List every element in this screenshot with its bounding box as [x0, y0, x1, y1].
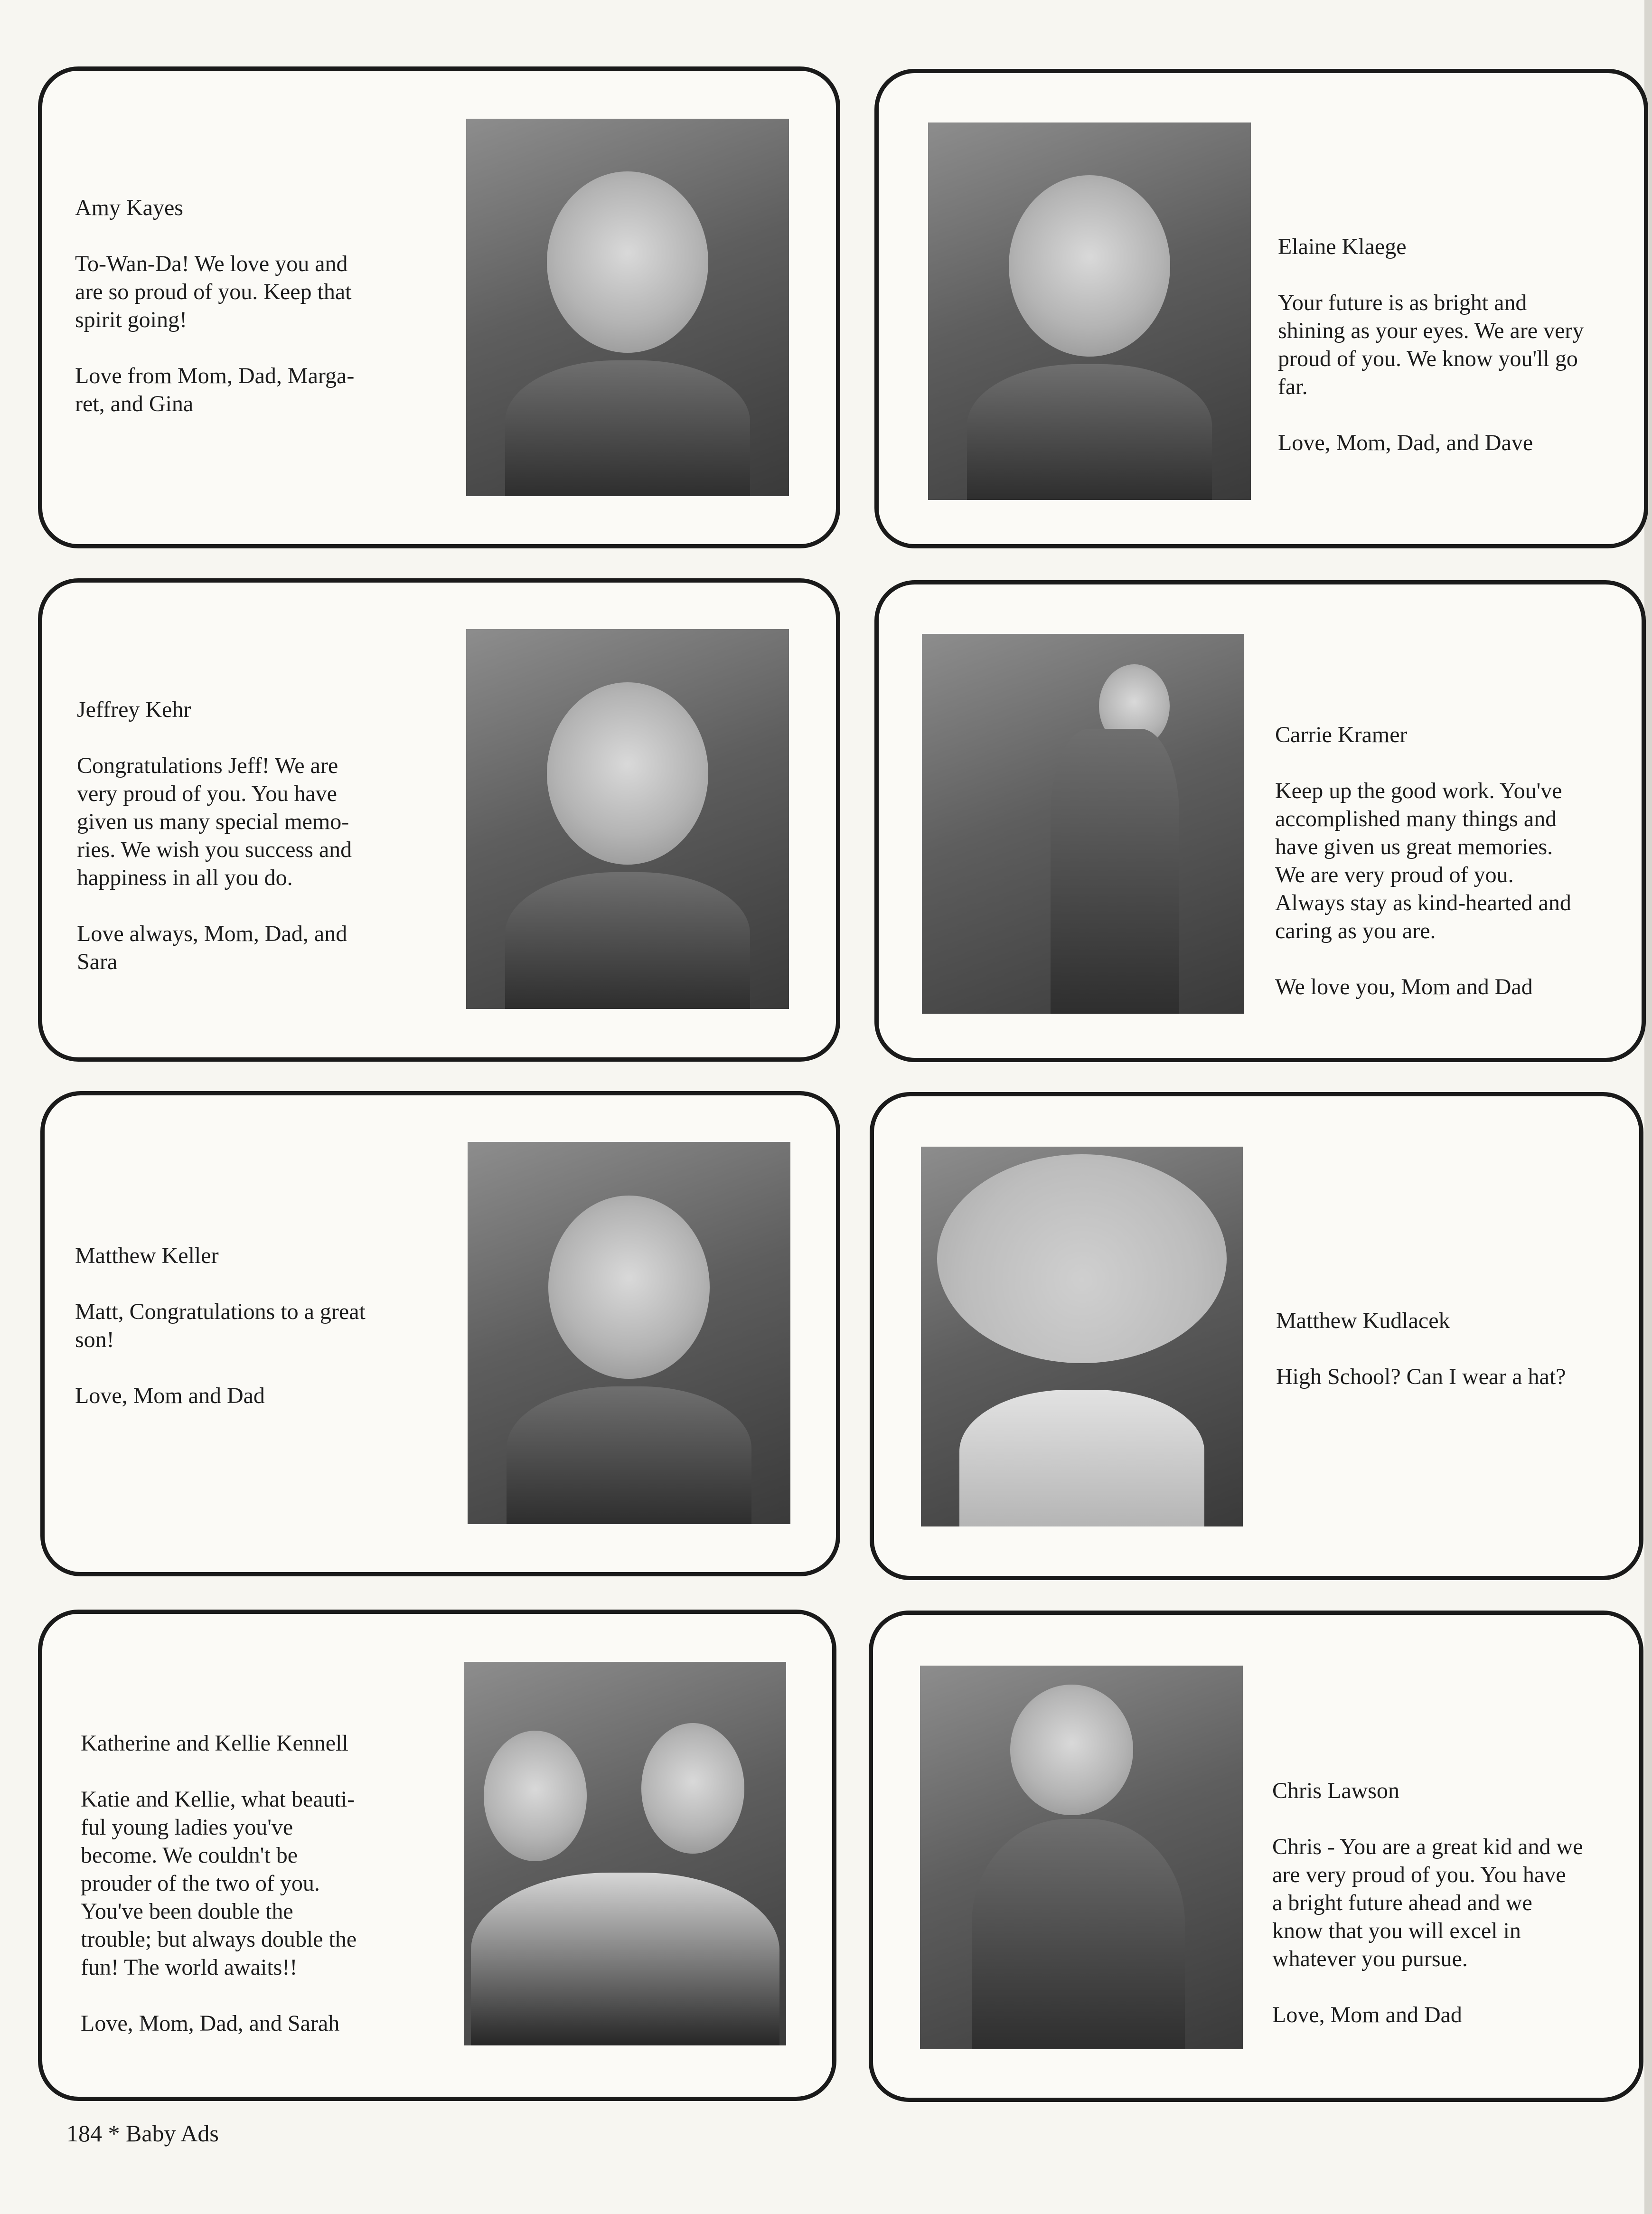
ad-signature: Love, Mom and Dad: [75, 1383, 265, 1408]
baby-ad-text: [75, 194, 455, 418]
baby-ad-text: [75, 1242, 455, 1410]
child-name: Matthew Keller: [75, 1243, 219, 1268]
photo-subject-head: [1009, 175, 1170, 357]
baby-ad-text: [1272, 1777, 1643, 2029]
baby-ad-text: [1276, 1307, 1637, 1391]
child-baseball-photo: [922, 634, 1244, 1014]
photo-subject-body: [507, 1386, 752, 1524]
child-portrait-photo: [928, 122, 1251, 500]
child-name: Jeffrey Kehr: [77, 697, 191, 722]
photo-subject-head: [547, 171, 708, 353]
photo-subject-head: [547, 682, 708, 865]
ad-message: Your future is as bright and shining as your eyes. We are very proud of you. We know you'll go far.: [1278, 290, 1584, 399]
photo-subject-head: [641, 1723, 744, 1854]
ad-message: Keep up the good work. You've accomplished many things and have given us great memories. We are very proud of you. Always stay as kind-hearted and caring as you are.: [1275, 778, 1571, 943]
photo-subject-head: [937, 1154, 1227, 1363]
photo-subject-head: [1010, 1685, 1133, 1815]
ad-signature: Love always, Mom, Dad, and Sara: [77, 921, 347, 974]
ad-message: Matt, Congratulations to a great son!: [75, 1299, 366, 1352]
photo-subject-body: [972, 1819, 1185, 2049]
page-footer: 184 * Baby Ads: [66, 2120, 219, 2147]
toddler-outdoor-photo: [920, 1666, 1243, 2049]
child-portrait-photo: [468, 1142, 790, 1524]
child-name: Matthew Kudlacek: [1276, 1308, 1450, 1333]
baby-ad-text: [1275, 721, 1645, 1001]
photo-subject-body: [505, 872, 751, 1009]
ad-signature: Love, Mom, Dad, and Sarah: [81, 2011, 340, 2036]
ad-message: Katie and Kellie, what beauti- ful young ladies you've become. We couldn't be prouder of the two of you. You've been double the trouble; but always double the fun! The world awaits!!: [81, 1787, 357, 1980]
child-name: Chris Lawson: [1272, 1778, 1399, 1803]
baby-ad-text: [81, 1729, 460, 2037]
baby-ad-text: [1278, 233, 1639, 457]
photo-subject-head: [548, 1196, 710, 1379]
ad-signature: Love from Mom, Dad, Marga- ret, and Gina: [75, 363, 355, 416]
ad-message: Chris - You are a great kid and we are very proud of you. You have a bright future ahead and we know that you will excel in whatever you pursue.: [1272, 1834, 1583, 1971]
ad-message: High School? Can I wear a hat?: [1276, 1364, 1566, 1389]
child-name: Amy Kayes: [75, 195, 183, 220]
ad-signature: Love, Mom and Dad: [1272, 2002, 1462, 2027]
baby-ad-text: [77, 696, 457, 976]
photo-subject-body: [967, 364, 1212, 500]
child-portrait-photo: [466, 629, 789, 1009]
child-name: Carrie Kramer: [1275, 722, 1408, 747]
ad-message: To-Wan-Da! We love you and are so proud of you. Keep that spirit going!: [75, 251, 352, 332]
ad-signature: Love, Mom, Dad, and Dave: [1278, 430, 1533, 455]
photo-subject-body: [959, 1390, 1204, 1526]
ad-signature: We love you, Mom and Dad: [1275, 974, 1533, 999]
ad-message: Congratulations Jeff! We are very proud of you. You have given us many special memo- ries. We wish you success and happiness in all you do.: [77, 753, 352, 890]
photo-subject-body: [505, 360, 751, 496]
twin-babies-photo: [464, 1662, 786, 2045]
child-portrait-photo: [466, 119, 789, 496]
photo-subject-body: [471, 1873, 780, 2045]
photo-subject-head: [484, 1731, 587, 1861]
photo-subject-body: [1051, 729, 1179, 1014]
child-name: Elaine Klaege: [1278, 234, 1407, 259]
baby-cowboy-hat-photo: [921, 1147, 1243, 1526]
child-name: Katherine and Kellie Kennell: [81, 1731, 348, 1756]
